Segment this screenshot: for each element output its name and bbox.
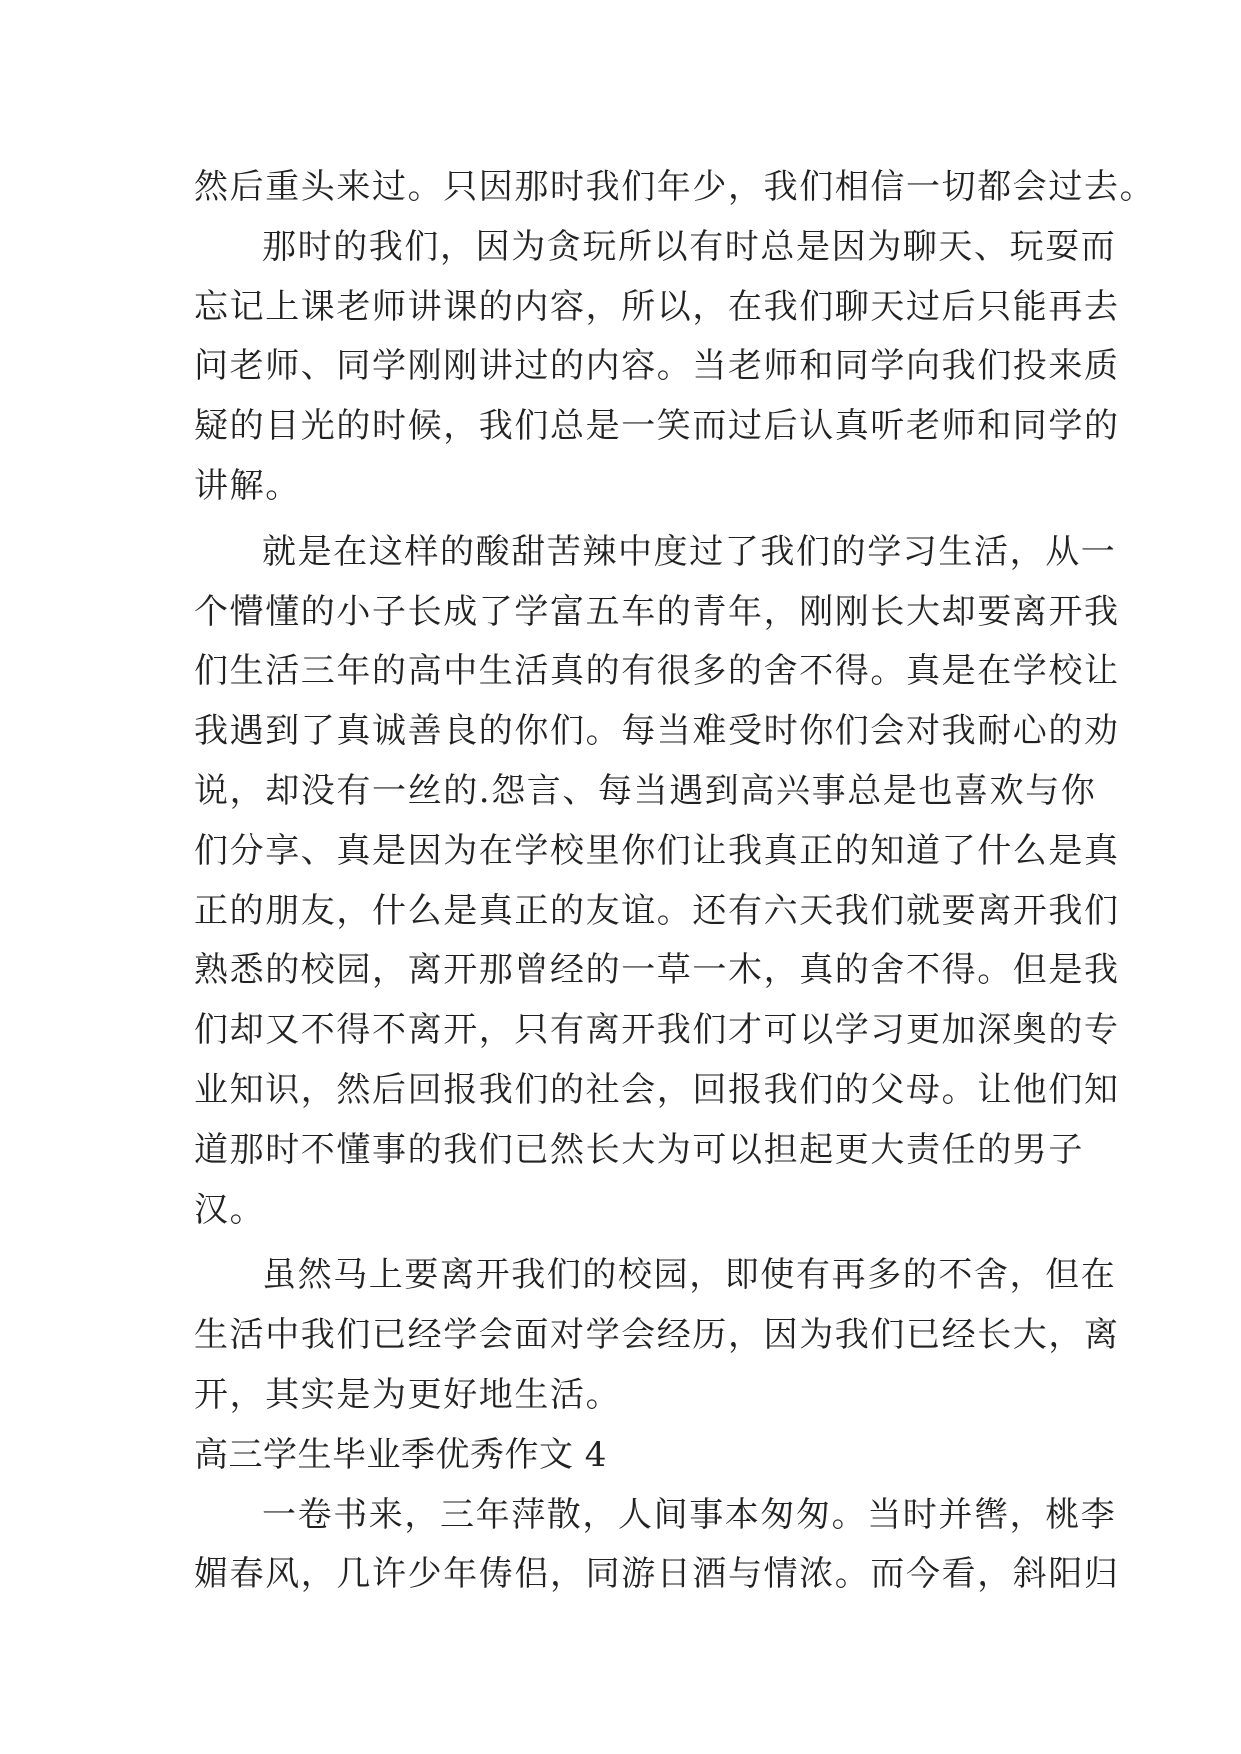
text-line: 业知识，然后回报我们的社会，回报我们的父母。让他们知: [194, 1069, 1120, 1110]
paragraph-first-line: 就是在这样的酸甜苦辣中度过了我们的学习生活，从一: [262, 531, 1117, 572]
text-line: 开，其实是为更好地生活。: [194, 1374, 622, 1415]
essay-body: [194, 158, 1156, 1605]
text-line: 疑的目光的时候，我们总是一笑而过后认真听老师和同学的: [194, 406, 1120, 447]
text-line: 道那时不懂事的我们已然长大为可以担起更大责任的男子: [194, 1129, 1084, 1170]
text-line: 我遇到了真诚善良的你们。每当难受时你们会对我耐心的劝: [194, 711, 1120, 752]
paragraph-first-line: 虽然马上要离开我们的校园，即使有再多的不舍，但在: [262, 1255, 1117, 1296]
text-line: 们分享、真是因为在学校里你们让我真正的知道了什么是真: [194, 830, 1120, 871]
text-line: 们却又不得不离开，只有离开我们才可以学习更加深奥的专: [194, 1010, 1120, 1051]
text-line: 问老师、同学刚刚讲过的内容。当老师和同学向我们投来质: [194, 346, 1120, 387]
text-line: 讲解。: [194, 465, 301, 506]
text-line: 个懵懂的小子长成了学富五车的青年，刚刚长大却要离开我: [194, 591, 1120, 632]
section-heading: 高三学生毕业季优秀作文 4: [194, 1434, 607, 1475]
paragraph-first-line: 一卷书来，三年萍散，人间事本匆匆。当时并辔，桃李: [262, 1494, 1117, 1535]
text-line: 说，却没有一丝的.怨言、每当遇到高兴事总是也喜欢与你: [194, 770, 1097, 811]
text-line: 们生活三年的高中生活真的有很多的舍不得。真是在学校让: [194, 651, 1120, 692]
text-line: 媚春风，几许少年俦侣，同游日酒与情浓。而今看，斜阳归: [194, 1554, 1120, 1595]
text-line: 然后重头来过。只因那时我们年少，我们相信一切都会过去。: [194, 167, 1156, 207]
text-line: 汉。: [194, 1189, 266, 1230]
text-line: 生活中我们已经学会面对学会经历，因为我们已经长大，离: [194, 1315, 1120, 1356]
text-line: 熟悉的校园，离开那曾经的一草一木，真的舍不得。但是我: [194, 950, 1120, 991]
text-line: 正的朋友，什么是真正的友谊。还有六天我们就要离开我们: [194, 890, 1120, 931]
paragraph-first-line: 那时的我们，因为贪玩所以有时总是因为聊天、玩耍而: [262, 226, 1117, 267]
text-line: 忘记上课老师讲课的内容，所以，在我们聊天过后只能再去: [194, 286, 1120, 327]
